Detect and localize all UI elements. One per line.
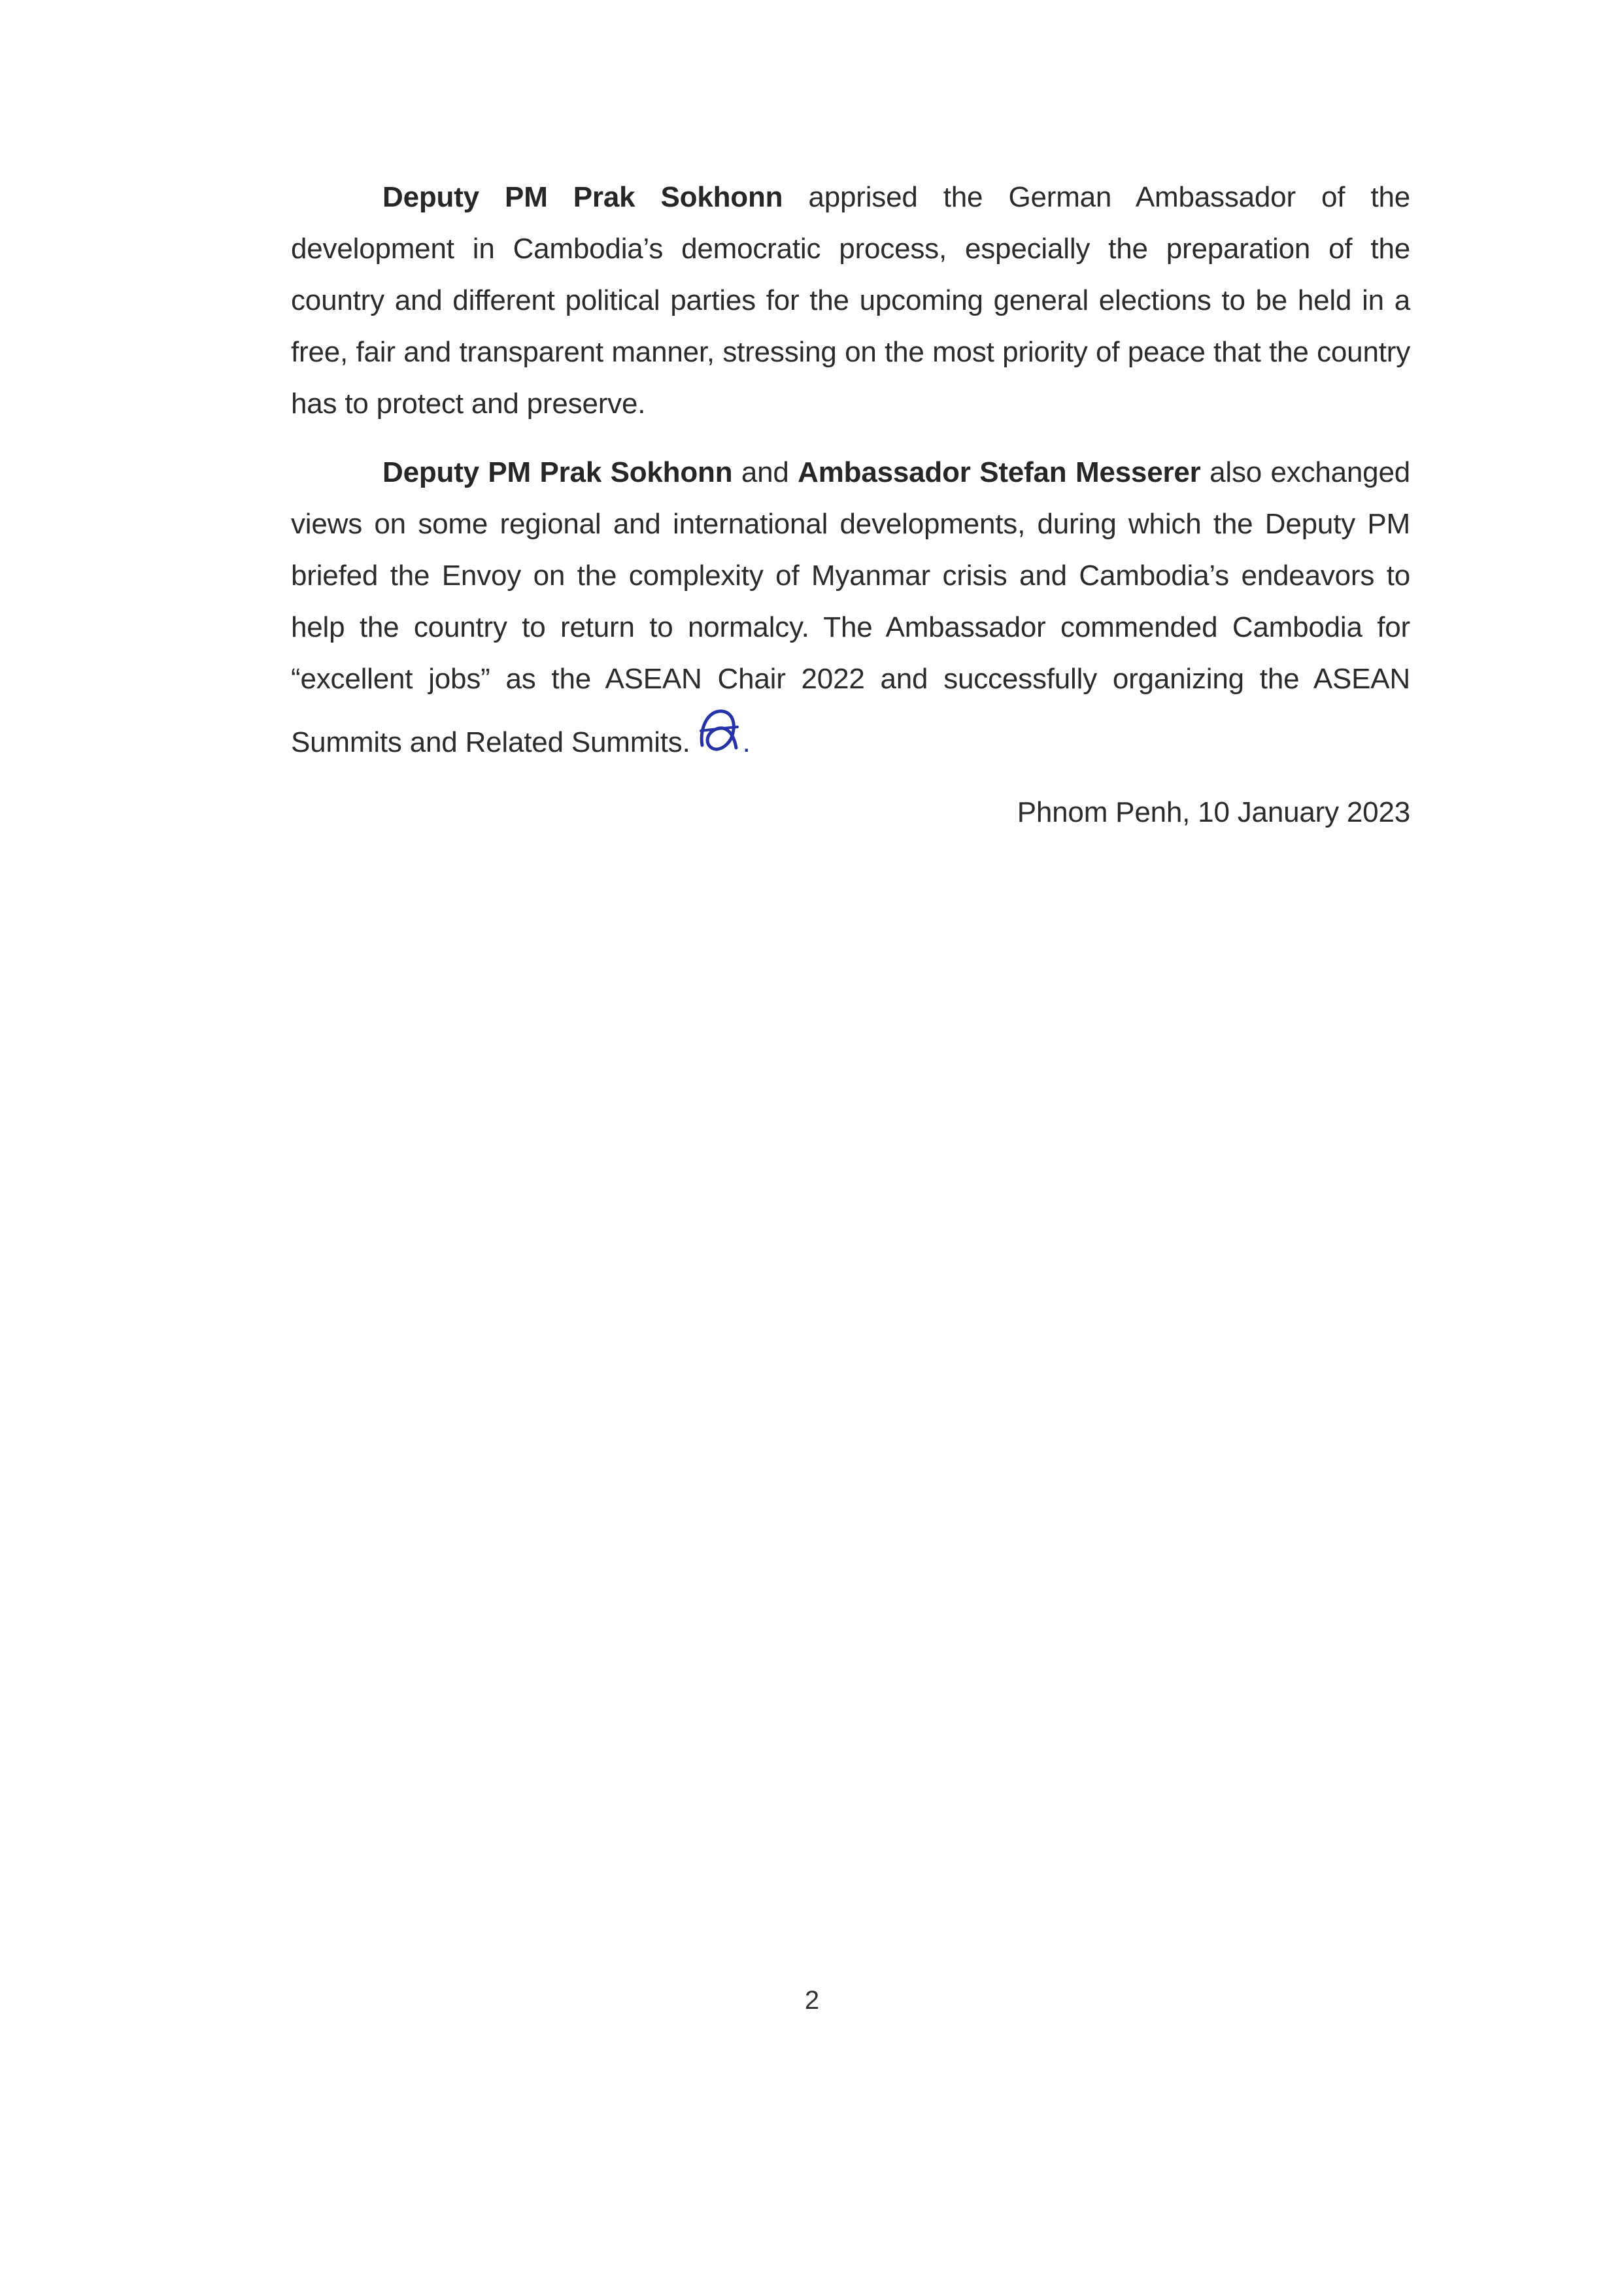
paragraph-2-connector: and bbox=[732, 456, 798, 488]
paragraph-1 bbox=[291, 171, 1410, 429]
paragraph-1-text: apprised the German Ambassador of the development in Cambodia’s democratic process, especially the preparation of the country and different political parties for the upcoming general elections to be held in a free, fair and transparent manner, stressing on the most priority of peace that the country has to protect and preserve. bbox=[291, 181, 1411, 420]
page-number: 2 bbox=[804, 1986, 820, 2015]
document-body bbox=[291, 171, 1410, 768]
paragraph-2-text: also exchanged views on some regional and international developments, during which the Deputy PM briefed the Envoy on the complexity of Myanmar crisis and Cambodia’s endeavors to help the country to return to normalcy. The Ambassador commended Cambodia for “excellent jobs” as the ASEAN Chair 2022 and successfully organizing the ASEAN Summits and Related Summits. bbox=[291, 456, 1410, 758]
dateline: Phnom Penh, 10 January 2023 bbox=[1017, 796, 1410, 828]
paragraph-2 bbox=[291, 446, 1410, 768]
paragraph-1-bold-lead: Deputy PM Prak Sokhonn bbox=[382, 181, 783, 213]
paragraph-2-bold-lead: Deputy PM Prak Sokhonn bbox=[382, 456, 733, 488]
initial-signature-icon bbox=[697, 705, 743, 761]
paragraph-2-end-mark: . bbox=[742, 726, 751, 758]
paragraph-2-bold-second: Ambassador Stefan Messerer bbox=[798, 456, 1201, 488]
